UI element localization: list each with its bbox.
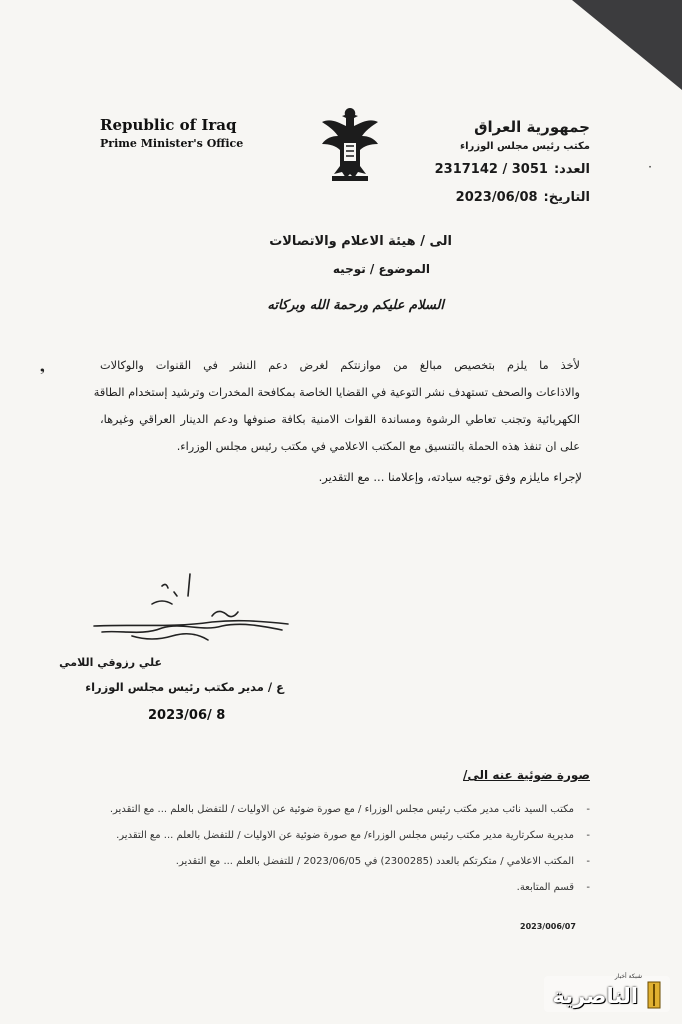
handwritten-signature-icon bbox=[92, 566, 292, 662]
cc-item: مكتب السيد نائب مدير مكتب رئيس مجلس الوزراء / مع صورة ضوئية عن الاوليات / للتفضل بالعلم ... مع التقدير. bbox=[109, 804, 574, 815]
letterhead-ar-office: مكتب رئيس مجلس الوزراء bbox=[460, 141, 590, 152]
cc-bullet: - bbox=[586, 856, 590, 867]
letterhead-en-office: Prime Minister's Office bbox=[100, 137, 244, 150]
doc-date-label: التاريخ: bbox=[543, 190, 590, 205]
watermark-small-text: شبكة أخبار bbox=[614, 973, 642, 980]
margin-mark: ❟ bbox=[40, 360, 45, 374]
cc-item: المكتب الاعلامي / متكرتكم بالعدد (2300285) في 2023/06/05 / للتفضل بالعلم ... مع التقدير. bbox=[175, 856, 574, 867]
letterhead-ar-country: جمهورية العراق bbox=[474, 118, 590, 136]
letter-body bbox=[93, 352, 580, 460]
doc-number-label: العدد: bbox=[553, 162, 590, 177]
subject-line: الموضوع / توجيه bbox=[332, 262, 430, 276]
cc-item: مديرية سكرتارية مدير مكتب رئيس مجلس الوزراء/ مع صورة ضوئية عن الاوليات / للتفضل بالعلم ... مع التقدير. bbox=[116, 830, 574, 841]
closing-line: لإجراء مايلزم وفق توجيه سيادته، وإعلامنا ... مع التقدير. bbox=[318, 470, 582, 484]
body-line: لأخذ ما يلزم بتخصيص مبالغ من موازنتكم لغرض دعم النشر في القنوات والوكالات bbox=[100, 359, 580, 372]
cc-heading: صورة ضوئية عنه الى/ bbox=[463, 768, 590, 782]
greeting-line: السلام عليكم ورحمة الله وبركاته bbox=[267, 298, 444, 313]
cc-bullet: - bbox=[586, 882, 590, 893]
watermark-brand-text: الناصرية bbox=[552, 984, 638, 1008]
footer-reference: 2023/006/07 bbox=[520, 922, 576, 931]
signatory-name: علي رزوقي اللامي bbox=[59, 656, 162, 669]
doc-number-value: 2317142 / 3051 bbox=[434, 162, 548, 177]
recipient-line: الى / هيئة الاعلام والاتصالات bbox=[269, 234, 452, 249]
body-line: والاذاعات والصحف تستهدف نشر التوعية في القضايا الخاصة بمكافحة المخدرات وترشيد إستخدام الطاقة bbox=[93, 386, 580, 399]
signature-date: 2023/06/ 8 bbox=[148, 708, 226, 723]
cc-bullet: - bbox=[586, 830, 590, 841]
cc-bullet: - bbox=[586, 804, 590, 815]
cc-item: قسم المتابعة. bbox=[516, 882, 574, 893]
signatory-title: ع / مدير مكتب رئيس مجلس الوزراء bbox=[85, 680, 284, 694]
doc-date bbox=[456, 190, 590, 205]
body-line: على ان تنفذ هذه الحملة بالتنسيق مع المكتب الاعلامي في مكتب رئيس مجلس الوزراء. bbox=[176, 440, 580, 453]
margin-mark: · bbox=[648, 160, 652, 174]
doc-date-value: 2023/06/08 bbox=[455, 190, 538, 205]
doc-number bbox=[435, 162, 590, 177]
body-line: الكهربائية وتجنب تعاطي الرشوة ومساندة القوات الامنية بكافة صنوفها ودعم الدينار العراقي وغيرها، bbox=[100, 413, 580, 426]
iraq-emblem-icon bbox=[318, 104, 382, 184]
scan-corner-shadow bbox=[572, 0, 682, 90]
letterhead-en-country: Republic of Iraq bbox=[100, 116, 237, 134]
